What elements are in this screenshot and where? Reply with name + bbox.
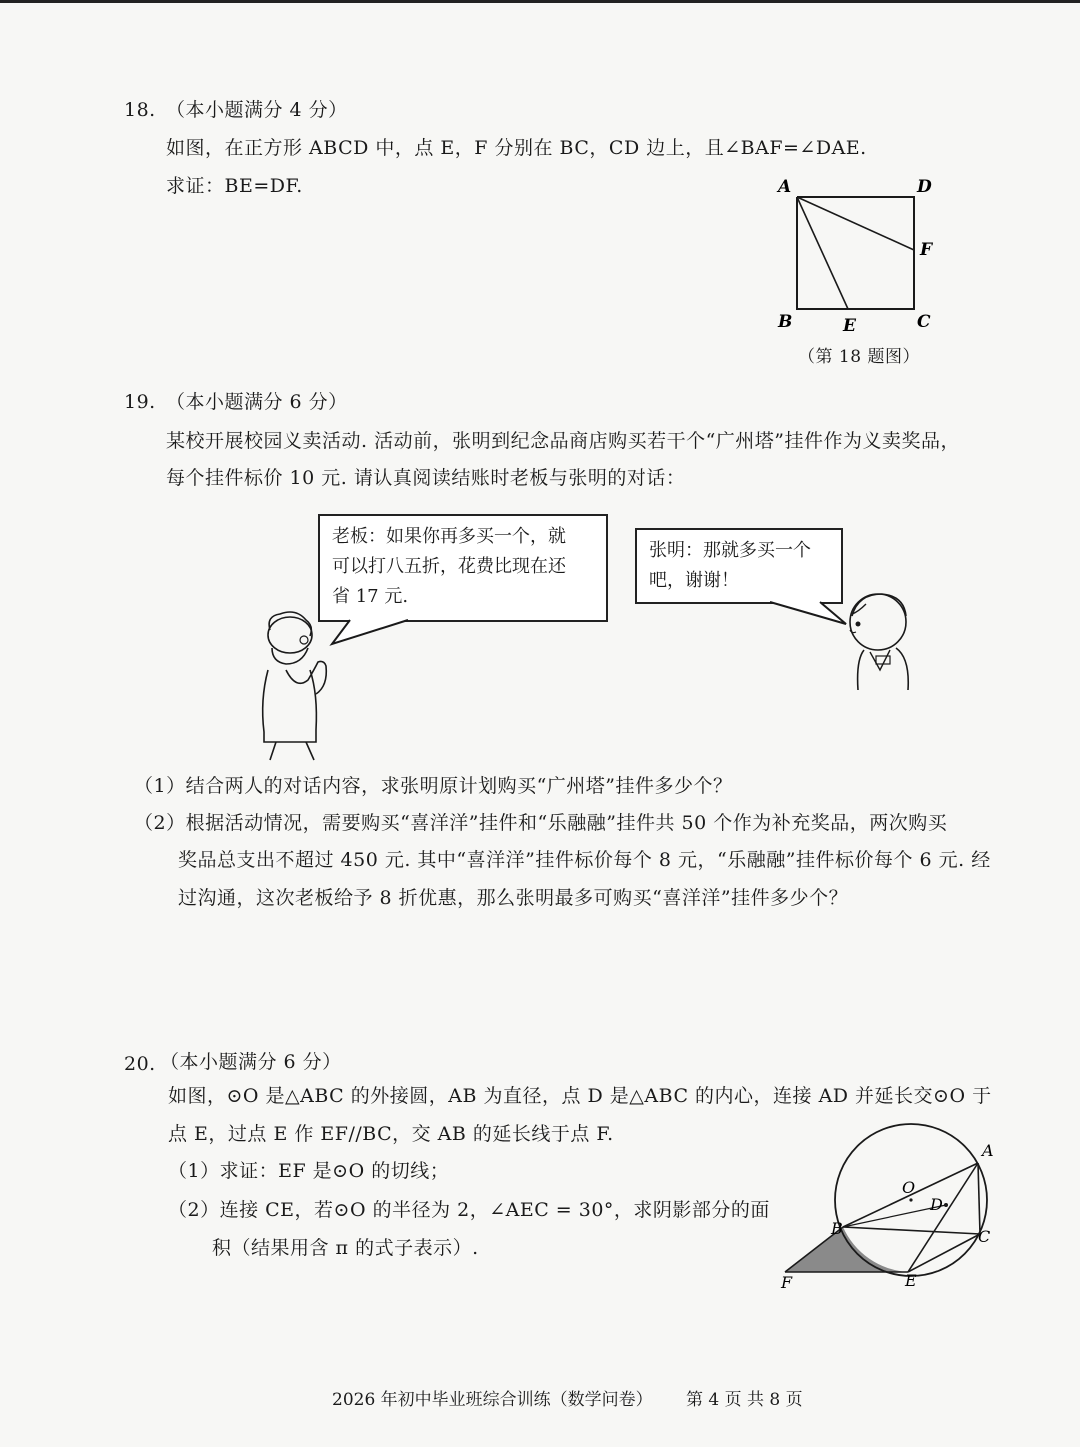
boss-line: 可以打八五折，花费比现在还 (332, 556, 566, 577)
q18-label-f: F (920, 240, 933, 260)
zhangming-bubble-tail (760, 600, 850, 630)
q18-caption: （第 18 题图） (798, 347, 920, 367)
boss-speech-bubble (318, 514, 608, 622)
q18-label-e: E (843, 316, 856, 336)
zhangming-illustration (840, 590, 930, 700)
q20-label-f: F (781, 1273, 793, 1292)
zhangming-speech-bubble (635, 528, 843, 604)
q20-part1: （1）求证：EF 是⊙O 的切线； (168, 1160, 450, 1182)
q18-label-c: C (917, 312, 931, 332)
footer-page: 第 4 页 共 8 页 (686, 1390, 803, 1410)
q18-score: （本小题满分 4 分） (166, 99, 348, 121)
q20-line1: 如图，⊙O 是△ABC 的外接圆，AB 为直径，点 D 是△ABC 的内心，连接 AD 并延长交⊙O 于 (168, 1085, 992, 1107)
q20-label-d: D (930, 1195, 943, 1214)
q18-prove: 求证：BE=DF. (166, 175, 303, 197)
q20-label-c: C (978, 1227, 991, 1246)
boss-line: 省 17 元. (332, 586, 409, 607)
q18-label-d: D (917, 177, 932, 197)
q19-number: 19. (124, 391, 156, 413)
q20-line2: 点 E，过点 E 作 EF//BC，交 AB 的延长线于点 F. (168, 1123, 614, 1145)
q19-line1: 某校开展校园义卖活动. 活动前，张明到纪念品商店购买若干个“广州塔”挂件作为义卖奖品， (166, 430, 961, 452)
q20-number: 20. (124, 1053, 156, 1075)
q19-part2-line3: 过沟通，这次老板给予 8 折优惠，那么张明最多可购买“喜洋洋”挂件多少个？ (178, 887, 849, 909)
zhangming-line: 吧，谢谢！ (649, 570, 739, 591)
footer-title: 2026 年初中毕业班综合训练（数学问卷） (332, 1390, 653, 1410)
q20-label-o: O (902, 1178, 916, 1197)
q20-score: （本小题满分 6 分） (160, 1051, 342, 1073)
q20-label-b: B (831, 1219, 843, 1238)
q20-label-e: E (905, 1271, 917, 1290)
q19-part2-line1: （2）根据活动情况，需要购买“喜洋洋”挂件和“乐融融”挂件共 50 个作为补充奖品，两次购买 (134, 812, 948, 834)
q19-part1: （1）结合两人的对话内容，求张明原计划购买“广州塔”挂件多少个？ (134, 775, 733, 797)
q18-label-a: A (778, 177, 792, 197)
boss-line: 老板：如果你再多买一个，就 (332, 526, 566, 547)
top-border (0, 0, 1080, 3)
q19-line2: 每个挂件标价 10 元. 请认真阅读结账时老板与张明的对话： (166, 467, 686, 489)
q19-part2-line2: 奖品总支出不超过 450 元. 其中“喜洋洋”挂件标价每个 8 元，“乐融融”挂件标价每个 6 元. 经 (178, 849, 991, 871)
q20-figure (775, 1130, 1005, 1290)
q18-number: 18. (124, 99, 156, 121)
zhangming-line: 张明：那就多买一个 (649, 540, 811, 561)
q20-part2-line1: （2）连接 CE，若⊙O 的半径为 2，∠AEC = 30°，求阴影部分的面 (168, 1199, 770, 1221)
q20-label-a: A (982, 1141, 994, 1160)
q20-part2-line2: 积（结果用含 π 的式子表示）. (212, 1237, 479, 1259)
q18-label-b: B (778, 312, 793, 332)
boss-illustration (250, 610, 350, 765)
q19-score: （本小题满分 6 分） (166, 391, 348, 413)
q18-statement: 如图，在正方形 ABCD 中，点 E，F 分别在 BC，CD 边上，且∠BAF=∠DAE. (166, 137, 867, 159)
q18-figure (760, 170, 960, 340)
